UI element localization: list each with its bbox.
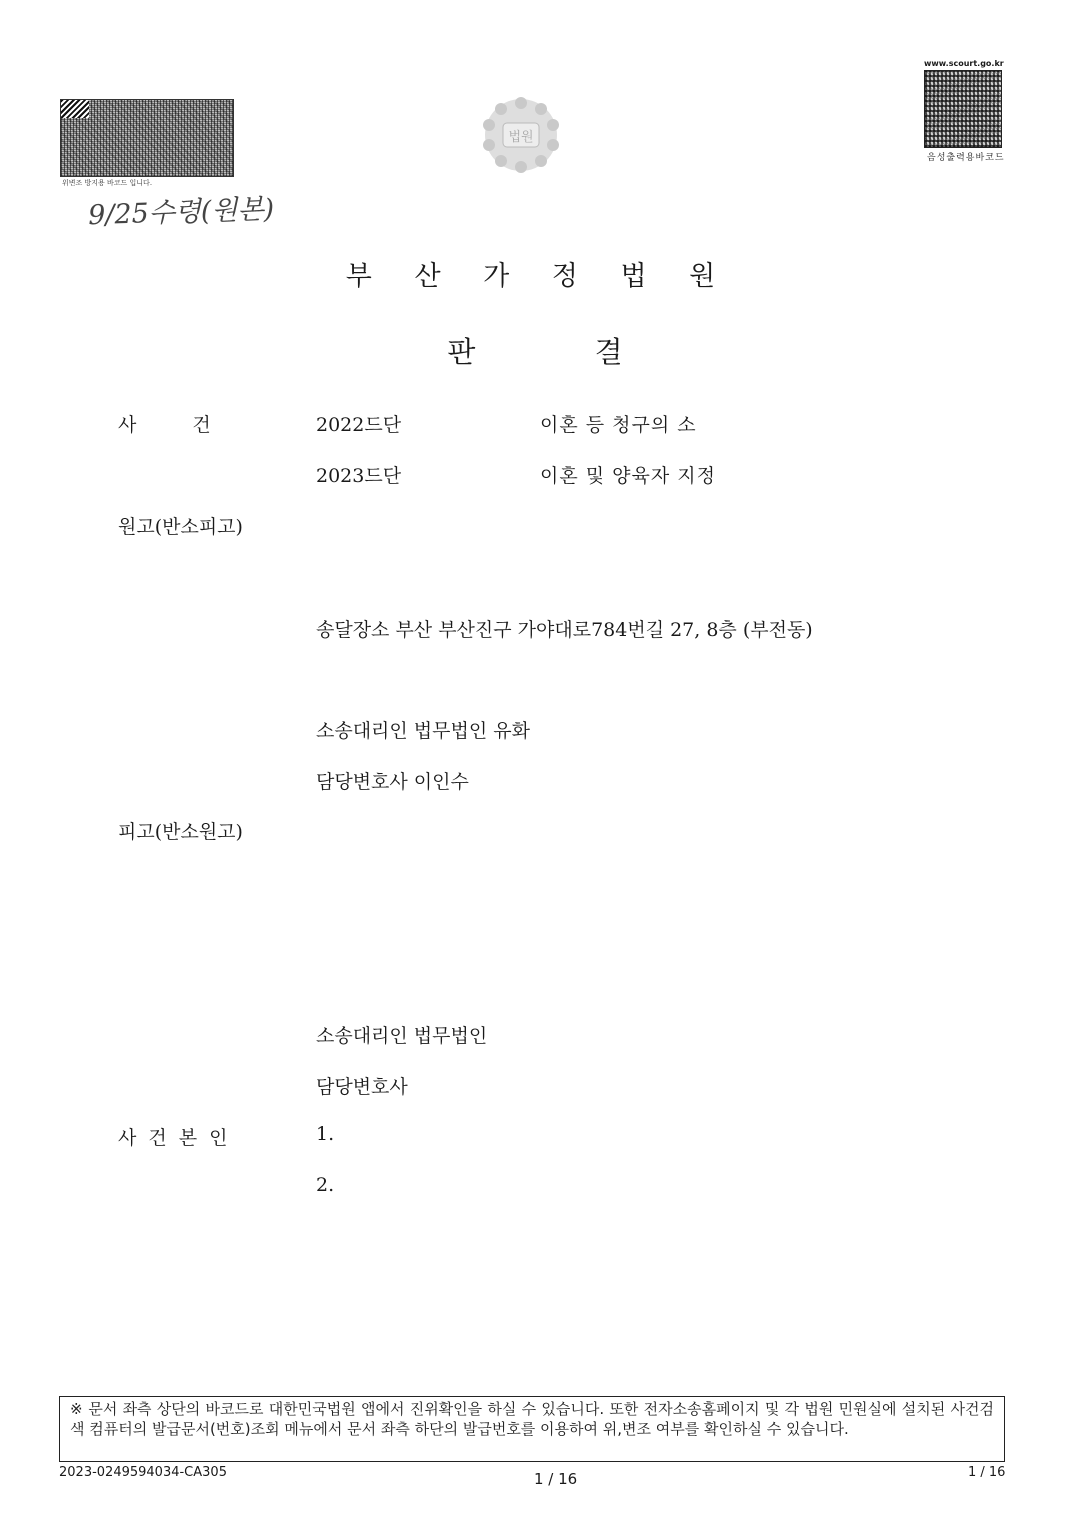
plaintiff-attorney: 소송대리인 법무법인 유화 [316,720,530,742]
defendant-lawyer: 담당변호사 [316,1076,408,1098]
plaintiff-service-address: 송달장소 부산 부산진구 가야대로784번길 27, 8층 (부전동) [316,619,813,641]
case-label: 사 건 [118,414,211,436]
court-name: 부 산 가 정 법 원 [345,261,733,292]
document-title: 판 결 [447,335,623,369]
principal-item-2: 2. [316,1174,335,1196]
court-seal-icon [470,95,572,175]
defendant-attorney: 소송대리인 법무법인 [316,1025,488,1047]
qr-barcode [924,70,1002,148]
principals-label: 사 건 본 인 [118,1127,231,1149]
security-barcode-caption: 위변조 방지용 바코드 입니다. [62,179,153,187]
principal-item-1: 1. [316,1123,335,1145]
handwritten-note: 9/25수령(원본) [87,193,275,232]
page-number-right: 1 / 16 [968,1465,1006,1480]
plaintiff-lawyer: 담당변호사 이인수 [316,771,469,793]
qr-url: www.scourt.go.kr [924,59,1004,68]
security-barcode [60,99,234,177]
case-number-2: 2023드단 [316,465,402,487]
case-description-2: 이혼 및 양육자 지정 [540,465,716,487]
case-description-1: 이혼 등 청구의 소 [540,414,697,436]
plaintiff-label: 원고(반소피고) [118,516,243,538]
page-number-center: 1 / 16 [534,1470,578,1488]
qr-caption: 음성출력용바코드 [927,153,1005,163]
verification-notice: ※ 문서 좌측 상단의 바코드로 대한민국법원 앱에서 진위확인을 하실 수 있습니다. 또한 전자소송홈페이지 및 각 법원 민원실에 설치된 사건검색 컴퓨터의 발급문서(번호)조회 메뉴에서 문서 좌측 하단의 발급번호를 이용하여 위,변조 여부를 확인하실 수 있습니다. [59,1396,1005,1462]
court-seal-text: 법원 [508,130,534,145]
case-number-1: 2022드단 [316,414,402,436]
defendant-label: 피고(반소원고) [118,821,243,843]
issue-number: 2023-0249594034-CA305 [59,1465,227,1480]
